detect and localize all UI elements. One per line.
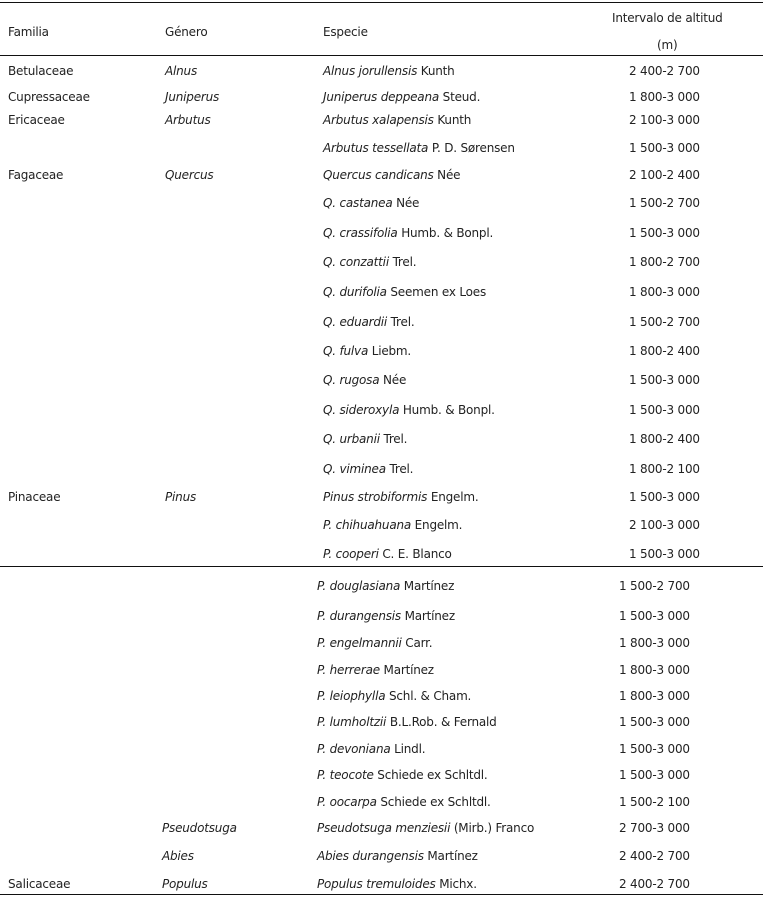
species-epithet: P. chihuahuana bbox=[323, 518, 412, 532]
species-epithet: P. douglasiana bbox=[317, 579, 401, 593]
species-author: Trel. bbox=[388, 255, 417, 269]
species-epithet: P. leiophylla bbox=[317, 689, 386, 703]
species-cell bbox=[323, 489, 478, 505]
altitud-cell: 1 800-2 400 bbox=[629, 432, 700, 446]
altitud-cell: 1 800-3 000 bbox=[629, 90, 700, 104]
genero-cell: Arbutus bbox=[165, 113, 211, 127]
species-cell bbox=[323, 314, 414, 330]
species-epithet: P. devoniana bbox=[317, 742, 391, 756]
species-epithet: Alnus jorullensis bbox=[323, 64, 418, 78]
altitud-cell: 1 500-2 100 bbox=[619, 795, 690, 809]
species-cell bbox=[323, 63, 455, 79]
species-author: Schiede ex Schltdl. bbox=[376, 795, 491, 809]
species-epithet: Populus tremuloides bbox=[317, 877, 436, 891]
species-author: B.L.Rob. & Fernald bbox=[386, 715, 497, 729]
species-epithet: Q. conzattii bbox=[323, 255, 389, 269]
altitud-cell: 2 100-3 000 bbox=[629, 113, 700, 127]
altitud-cell: 1 500-3 000 bbox=[629, 403, 700, 417]
species-epithet: Q. castanea bbox=[323, 196, 393, 210]
species-cell bbox=[323, 254, 416, 270]
species-cell bbox=[323, 89, 480, 105]
species-cell bbox=[317, 714, 497, 730]
species-epithet: Juniperus deppeana bbox=[323, 90, 440, 104]
altitud-cell: 1 500-2 700 bbox=[629, 196, 700, 210]
species-epithet: Arbutus tessellata bbox=[323, 141, 429, 155]
species-cell bbox=[317, 767, 488, 783]
species-cell bbox=[323, 225, 493, 241]
altitud-cell: 1 800-2 100 bbox=[629, 462, 700, 476]
species-cell bbox=[323, 431, 407, 447]
altitud-cell: 1 500-2 700 bbox=[629, 315, 700, 329]
species-epithet: Q. sideroxyla bbox=[323, 403, 400, 417]
genero-cell: Juniperus bbox=[165, 90, 220, 104]
species-author: Steud. bbox=[439, 90, 481, 104]
species-cell bbox=[317, 820, 534, 836]
species-cell bbox=[323, 167, 460, 183]
altitud-cell: 1 500-3 000 bbox=[629, 226, 700, 240]
species-cell bbox=[317, 876, 477, 892]
species-author: Kunth bbox=[433, 113, 472, 127]
familia-cell: Cupressaceae bbox=[8, 90, 90, 104]
header-genero: Género bbox=[165, 25, 208, 39]
altitud-cell: 1 800-3 000 bbox=[619, 689, 690, 703]
species-author: Schl. & Cham. bbox=[385, 689, 472, 703]
species-epithet: Q. viminea bbox=[323, 462, 386, 476]
species-author: Martínez bbox=[400, 609, 455, 623]
header-especie: Especie bbox=[323, 25, 368, 39]
species-epithet: Arbutus xalapensis bbox=[323, 113, 434, 127]
familia-cell: Betulaceae bbox=[8, 64, 74, 78]
altitud-cell: 2 100-3 000 bbox=[629, 518, 700, 532]
species-epithet: Q. durifolia bbox=[323, 285, 387, 299]
species-author: Engelm. bbox=[411, 518, 463, 532]
species-author: Martínez bbox=[423, 849, 478, 863]
species-cell bbox=[323, 546, 452, 562]
familia-cell: Ericaceae bbox=[8, 113, 65, 127]
species-epithet: Quercus candicans bbox=[323, 168, 434, 182]
familia-cell: Fagaceae bbox=[8, 168, 64, 182]
species-cell bbox=[317, 635, 432, 651]
genero-cell: Populus bbox=[162, 877, 208, 891]
altitud-cell: 1 500-3 000 bbox=[619, 609, 690, 623]
species-epithet: Q. crassifolia bbox=[323, 226, 398, 240]
species-author: Humb. & Bonpl. bbox=[399, 403, 495, 417]
species-author: (Mirb.) Franco bbox=[450, 821, 535, 835]
altitud-cell: 1 500-3 000 bbox=[629, 141, 700, 155]
species-cell bbox=[317, 662, 434, 678]
species-epithet: P. durangensis bbox=[317, 609, 401, 623]
altitud-cell: 1 500-3 000 bbox=[629, 373, 700, 387]
species-cell bbox=[323, 284, 486, 300]
altitud-cell: 1 500-3 000 bbox=[619, 715, 690, 729]
genero-cell: Alnus bbox=[165, 64, 198, 78]
species-author: Seemen ex Loes bbox=[386, 285, 486, 299]
genero-cell: Quercus bbox=[165, 168, 214, 182]
species-epithet: P. oocarpa bbox=[317, 795, 377, 809]
species-cell bbox=[317, 794, 491, 810]
species-author: P. D. Sørensen bbox=[428, 141, 515, 155]
species-cell bbox=[317, 608, 455, 624]
species-author: Trel. bbox=[379, 432, 408, 446]
species-epithet: P. engelmannii bbox=[317, 636, 402, 650]
species-author: C. E. Blanco bbox=[378, 547, 452, 561]
species-author: Engelm. bbox=[427, 490, 479, 504]
species-author: Trel. bbox=[387, 315, 415, 329]
altitud-cell: 1 500-3 000 bbox=[619, 768, 690, 782]
species-cell bbox=[317, 741, 425, 757]
genero-cell: Abies bbox=[162, 849, 194, 863]
familia-cell: Pinaceae bbox=[8, 490, 61, 504]
altitud-cell: 1 800-3 000 bbox=[629, 285, 700, 299]
species-epithet: P. cooperi bbox=[323, 547, 379, 561]
species-author: Martínez bbox=[379, 663, 434, 677]
species-epithet: Q. urbanii bbox=[323, 432, 380, 446]
header-familia: Familia bbox=[8, 25, 49, 39]
altitud-cell: 1 800-3 000 bbox=[619, 663, 690, 677]
altitud-cell: 2 400-2 700 bbox=[619, 877, 690, 891]
species-cell bbox=[323, 461, 413, 477]
species-author: Schiede ex Schltdl. bbox=[373, 768, 488, 782]
species-author: Carr. bbox=[401, 636, 433, 650]
species-cell bbox=[323, 372, 406, 388]
species-epithet: Q. eduardii bbox=[323, 315, 388, 329]
species-cell bbox=[317, 848, 478, 864]
species-cell bbox=[323, 343, 411, 359]
species-author: Humb. & Bonpl. bbox=[397, 226, 494, 240]
species-author: Liebm. bbox=[368, 344, 412, 358]
species-cell bbox=[323, 195, 419, 211]
altitud-cell: 1 800-3 000 bbox=[619, 636, 690, 650]
species-cell bbox=[323, 140, 515, 156]
altitud-cell: 1 800-2 700 bbox=[629, 255, 700, 269]
species-epithet: P. herrerae bbox=[317, 663, 380, 677]
altitud-cell: 2 700-3 000 bbox=[619, 821, 690, 835]
species-epithet: Abies durangensis bbox=[317, 849, 424, 863]
altitud-cell: 1 800-2 400 bbox=[629, 344, 700, 358]
species-author: Kunth bbox=[417, 64, 455, 78]
altitud-cell: 2 400-2 700 bbox=[619, 849, 690, 863]
species-epithet: P. teocote bbox=[317, 768, 374, 782]
species-author: Martínez bbox=[400, 579, 455, 593]
species-cell bbox=[323, 112, 471, 128]
header-rule bbox=[0, 55, 763, 56]
altitud-cell: 1 500-3 000 bbox=[629, 547, 700, 561]
genero-cell: Pseudotsuga bbox=[162, 821, 237, 835]
section-rule bbox=[0, 566, 763, 567]
altitud-cell: 1 500-3 000 bbox=[619, 742, 690, 756]
familia-cell: Salicaceae bbox=[8, 877, 71, 891]
altitud-cell: 1 500-3 000 bbox=[629, 490, 700, 504]
top-rule bbox=[0, 2, 763, 3]
header-altitud-unit: (m) bbox=[657, 38, 678, 52]
genero-cell: Pinus bbox=[165, 490, 197, 504]
species-cell bbox=[323, 402, 495, 418]
species-author: Lindl. bbox=[390, 742, 426, 756]
species-epithet: Pseudotsuga menziesii bbox=[317, 821, 451, 835]
altitud-cell: 1 500-2 700 bbox=[619, 579, 690, 593]
species-author: Michx. bbox=[435, 877, 477, 891]
species-author: Née bbox=[433, 168, 461, 182]
species-author: Trel. bbox=[385, 462, 414, 476]
header-altitud: Intervalo de altitud bbox=[612, 11, 723, 25]
bottom-rule bbox=[0, 894, 763, 895]
species-epithet: P. lumholtzii bbox=[317, 715, 387, 729]
species-author: Née bbox=[392, 196, 420, 210]
altitud-cell: 2 100-2 400 bbox=[629, 168, 700, 182]
species-epithet: Pinus strobiformis bbox=[323, 490, 428, 504]
species-author: Née bbox=[379, 373, 407, 387]
species-epithet: Q. fulva bbox=[323, 344, 369, 358]
species-cell bbox=[317, 578, 454, 594]
species-cell bbox=[317, 688, 471, 704]
altitud-cell: 2 400-2 700 bbox=[629, 64, 700, 78]
species-cell bbox=[323, 517, 462, 533]
species-epithet: Q. rugosa bbox=[323, 373, 380, 387]
